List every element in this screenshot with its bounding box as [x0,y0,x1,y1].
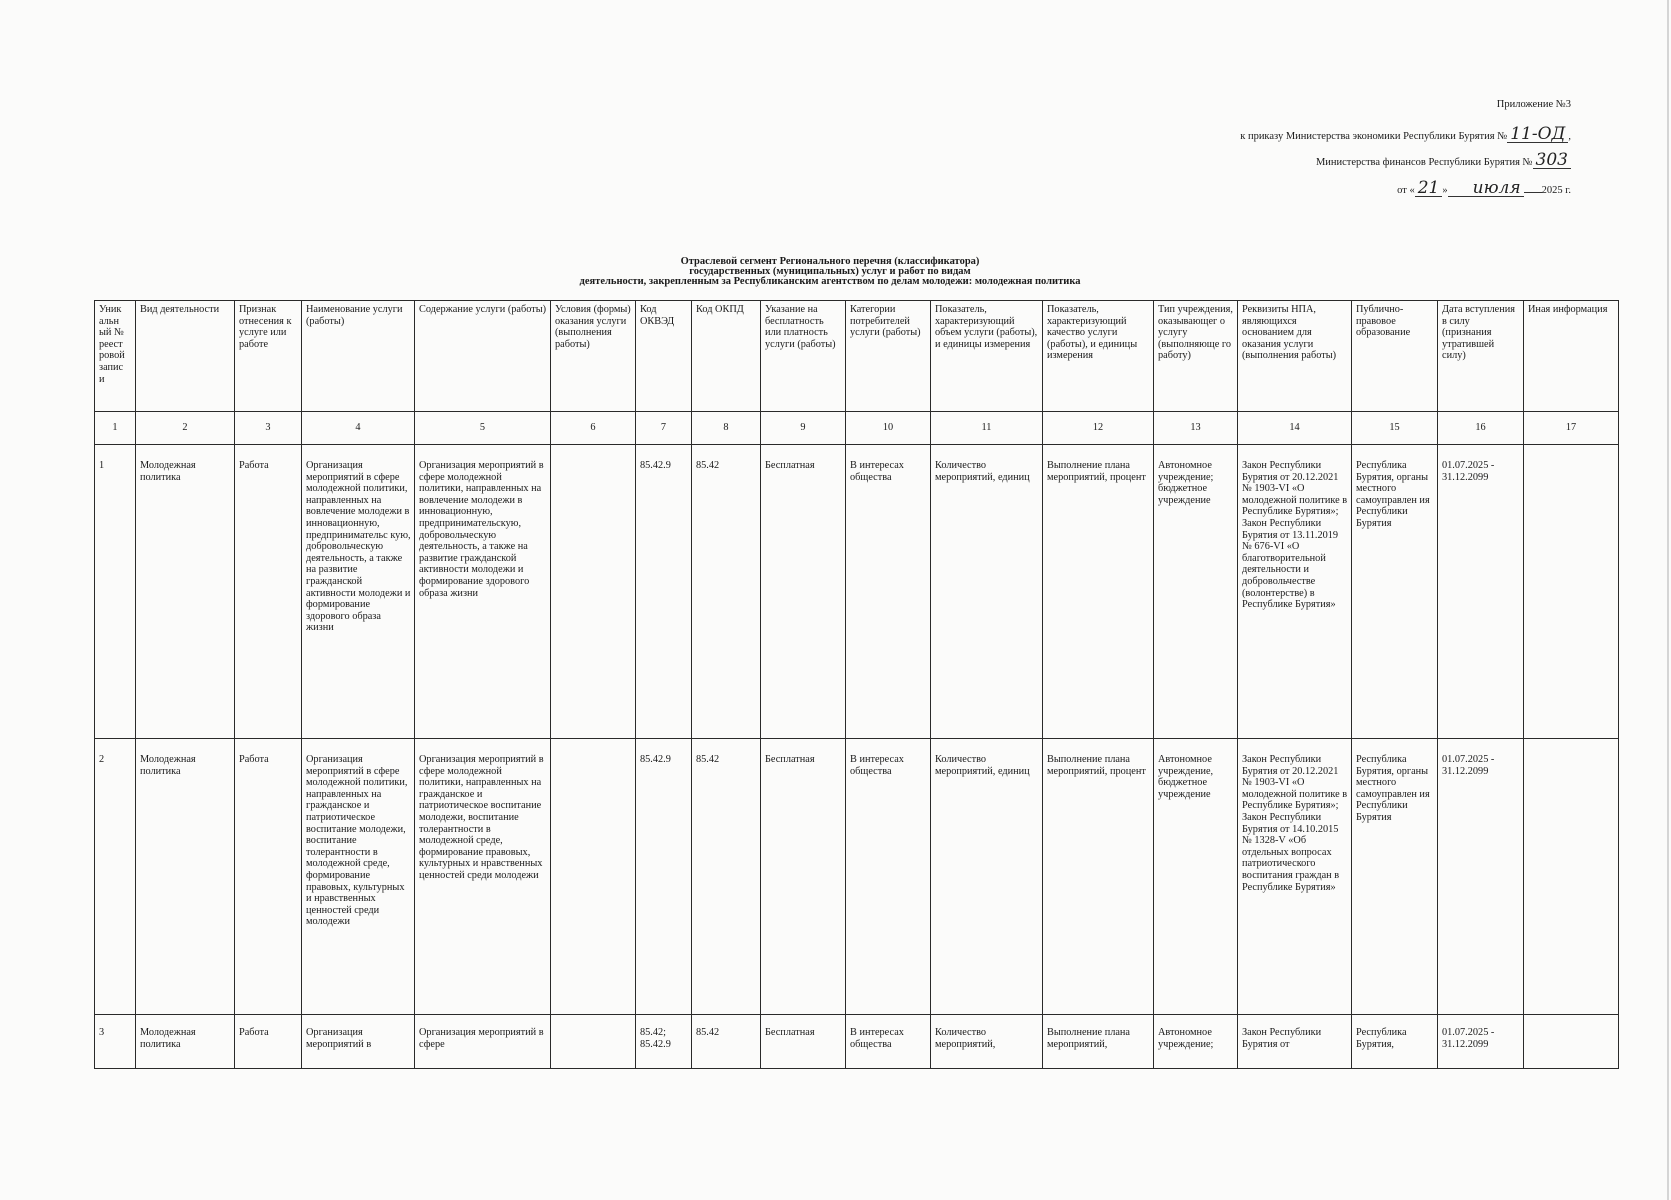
order-line-economy: к приказу Министерства экономики Республики Бурятия № 11-ОД , [1240,124,1571,144]
table-cell: Республика Бурятия, органы местного самоуправлен ия Республики Бурятия [1352,739,1438,1015]
column-number: 15 [1352,412,1438,445]
column-header: Указание на бесплатность или платность услуги (работы) [761,301,846,412]
column-header: Категории потребителей услуги (работы) [846,301,931,412]
table-cell: Организация мероприятий в сфере молодежной политики, направленных на вовлечение молодежи в инновационную, предпринимательс кую, добровольческую деятельность, а также на развитие гражданской активности молодежи и формирование здорового образа жизни [302,445,415,739]
table-row [95,445,1619,739]
table-cell [551,739,636,1015]
column-header: Дата вступления в силу (признания утратившей силу) [1438,301,1524,412]
column-number: 6 [551,412,636,445]
table-number-row [95,412,1619,445]
table-cell: Работа [235,445,302,739]
table-row [95,1015,1619,1069]
table-cell [1524,739,1619,1015]
table-cell: Бесплатная [761,1015,846,1069]
appendix-label [1497,100,1571,111]
column-number: 10 [846,412,931,445]
registry-table [94,300,1619,1069]
column-number: 5 [415,412,551,445]
table-cell: 85.42.9 [636,739,692,1015]
order-date-line [1397,180,1571,197]
column-number: 3 [235,412,302,445]
column-number: 13 [1154,412,1238,445]
table-cell: Молодежная политика [136,1015,235,1069]
date-quote: » [1442,185,1448,196]
column-number: 4 [302,412,415,445]
table-cell: 1 [95,445,136,739]
table-cell: Организация мероприятий в сфере молодежной политики, направленных на гражданское и патриотическое воспитание молодежи, воспитание толерантности в молодежной среде, формирование правовых, культурных и нравственных ценностей среди молодежи [415,739,551,1015]
table-row [95,739,1619,1015]
table-cell: 3 [95,1015,136,1069]
order-economy-number-handwritten: 11-ОД [1507,126,1568,143]
table-cell [551,445,636,739]
column-header: Иная информация [1524,301,1619,412]
table-body [95,445,1619,1069]
table-cell: 85.42 [692,739,761,1015]
table-cell: 85.42 [692,445,761,739]
column-number: 1 [95,412,136,445]
table-cell: 85.42; 85.42.9 [636,1015,692,1069]
table-cell: Закон Республики Бурятия от 20.12.2021 № 1903-VI «О молодежной политике в Республике Бурятия»; Закон Республики Бурятия от 13.11.2019 № 676-VI «О благотворительной деятельности и добровольчестве (волонтерстве) в Республике Бурятия» [1238,445,1352,739]
table-cell: Работа [235,1015,302,1069]
table-cell: Автономное учреждение; [1154,1015,1238,1069]
table-cell: Количество мероприятий, единиц [931,445,1043,739]
title-line-2: государственных (муниципальных) услуг и работ по видам [689,266,971,277]
table-cell: Молодежная политика [136,739,235,1015]
table-cell: Закон Республики Бурятия от 20.12.2021 № 1903-VI «О молодежной политике в Республике Бурятия»; Закон Республики Бурятия от 14.10.2015 № 1328-V «Об отдельных вопросах патриотического воспитания граждан в Республике Бурятия» [1238,739,1352,1015]
table-cell: 2 [95,739,136,1015]
table-cell: Республика Бурятия, [1352,1015,1438,1069]
table-cell: 01.07.2025 - 31.12.2099 [1438,739,1524,1015]
table-cell: Организация мероприятий в [302,1015,415,1069]
order-economy-text: к приказу Министерства экономики Республики Бурятия № [1240,131,1508,142]
order-finance-text: Министерства финансов Республики Бурятия № [1315,157,1533,168]
table-cell: Выполнение плана мероприятий, процент [1043,445,1154,739]
document-title [520,257,1140,287]
scan-edge [1667,0,1669,1200]
table-cell: Автономное учреждение; бюджетное учреждение [1154,445,1238,739]
column-number: 14 [1238,412,1352,445]
table-cell: В интересах общества [846,1015,931,1069]
column-header: Реквизиты НПА, являющихся основанием для оказания услуги (выполнения работы) [1238,301,1352,412]
column-header: Показатель, характеризующий объем услуги (работы), и единицы измерения [931,301,1043,412]
column-number: 17 [1524,412,1619,445]
column-number: 16 [1438,412,1524,445]
column-header: Тип учреждения, оказывающег о услугу (выполняюще го работу) [1154,301,1238,412]
column-header: Признак отнесения к услуге или работе [235,301,302,412]
column-header: Уник альн ый № реест ровой запис и [95,301,136,412]
table-cell: 85.42 [692,1015,761,1069]
table-cell: Закон Республики Бурятия от [1238,1015,1352,1069]
title-line-3: деятельности, закрепленным за Республиканским агентством по делам молодежи: молодежная политика [579,276,1081,287]
table-cell [551,1015,636,1069]
table-cell: Количество мероприятий, [931,1015,1043,1069]
column-number: 7 [636,412,692,445]
table-cell: Выполнение плана мероприятий, процент [1043,739,1154,1015]
table-cell: Организация мероприятий в сфере [415,1015,551,1069]
column-number: 11 [931,412,1043,445]
table-cell: Бесплатная [761,445,846,739]
column-number: 8 [692,412,761,445]
table-cell [1524,445,1619,739]
title-line-1: Отраслевой сегмент Регионального перечня (классификатора) [680,256,980,267]
table-cell: Выполнение плана мероприятий, [1043,1015,1154,1069]
column-header: Код ОКПД [692,301,761,412]
table-cell: 01.07.2025 - 31.12.2099 [1438,1015,1524,1069]
table-cell: Автономное учреждение, бюджетное учреждение [1154,739,1238,1015]
table-header-row [95,301,1619,412]
date-prefix: от « [1397,185,1415,196]
column-header: Публично-правовое образование [1352,301,1438,412]
date-month-handwritten: июля [1448,180,1524,197]
column-header: Содержание услуги (работы) [415,301,551,412]
date-day-handwritten: 21 [1415,180,1443,197]
table-cell: В интересах общества [846,739,931,1015]
table-cell: В интересах общества [846,445,931,739]
table-cell: Республика Бурятия, органы местного самоуправлен ия Республики Бурятия [1352,445,1438,739]
table-cell: 01.07.2025 - 31.12.2099 [1438,445,1524,739]
order-line-finance [1316,152,1571,169]
column-header: Показатель, характеризующий качество услуги (работы), и единицы измерения [1043,301,1154,412]
column-header: Код ОКВЭД [636,301,692,412]
table-cell: Организация мероприятий в сфере молодежной политики, направленных на вовлечение молодежи в инновационную, предпринимательскую, добровольческую деятельность, а также на развитие гражданской активности молодежи и формирование здорового образа жизни [415,445,551,739]
column-header: Вид деятельности [136,301,235,412]
column-header: Наименование услуги (работы) [302,301,415,412]
table-cell [1524,1015,1619,1069]
table-cell: Бесплатная [761,739,846,1015]
date-year: 2025 г. [1541,185,1571,196]
table-cell: Работа [235,739,302,1015]
table-cell: Молодежная политика [136,445,235,739]
date-blank [1524,192,1542,193]
order-finance-number-handwritten: 303 [1533,152,1571,169]
column-number: 2 [136,412,235,445]
table-cell: Количество мероприятий, единиц [931,739,1043,1015]
appendix-number: Приложение №3 [1496,99,1571,110]
column-header: Условия (формы) оказания услуги (выполнения работы) [551,301,636,412]
column-number: 9 [761,412,846,445]
table-cell: Организация мероприятий в сфере молодежной политики, направленных на гражданское и патриотическое воспитание молодежи, воспитание толерантности в молодежной среде, формирование правовых, культурных и нравственных ценностей среди молодежи [302,739,415,1015]
table-cell: 85.42.9 [636,445,692,739]
column-number: 12 [1043,412,1154,445]
